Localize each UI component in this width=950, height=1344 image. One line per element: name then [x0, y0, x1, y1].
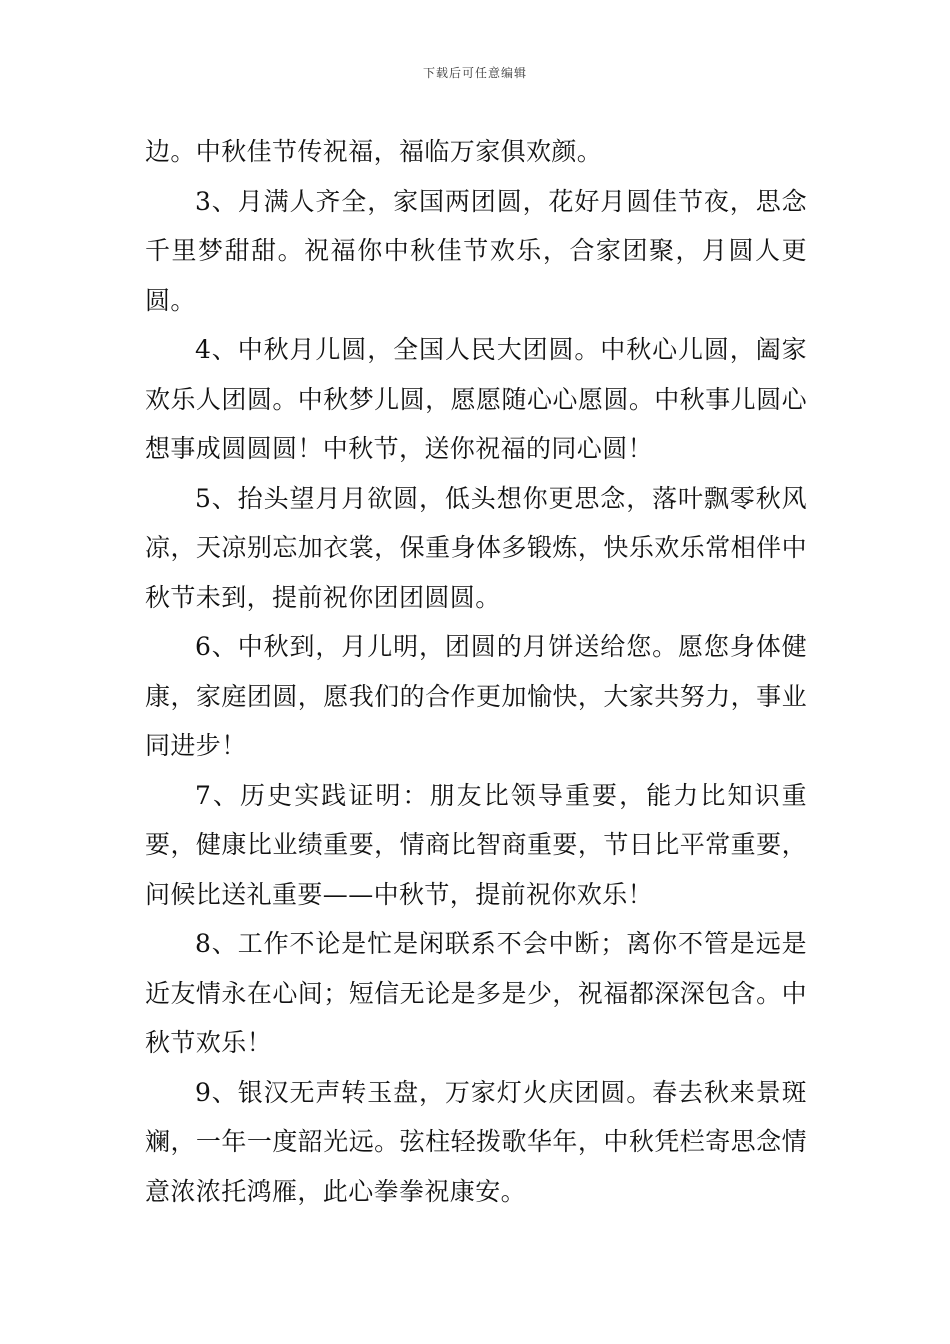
- page-header: 下载后可任意编辑: [422, 66, 527, 80]
- paragraph-continuation: 边。中秋佳节传祝福，福临万家俱欢颜。: [145, 137, 603, 166]
- paragraph-item-5: 5、抬头望月月欲圆，低头想你更思念，落叶飘零秋风凉，天凉别忘加衣裳，保重身体多锻炼，快乐欢乐常相伴中秋节未到，提前祝你团团圆圆。: [145, 483, 807, 612]
- paragraph-item-8: 8、工作不论是忙是闲联系不会中断；离你不管是远是近友情永在心间；短信无论是多是少，祝福都深深包含。中秋节欢乐！: [145, 929, 807, 1057]
- paragraph-item-7: 7、历史实践证明：朋友比领导重要，能力比知识重要，健康比业绩重要，情商比智商重要，节日比平常重要，问候比送礼重要——中秋节，提前祝你欢乐！: [145, 780, 807, 909]
- paragraph-item-6: 6、中秋到，月儿明，团圆的月饼送给您。愿您身体健康，家庭团圆，愿我们的合作更加愉快，大家共努力，事业同进步！: [145, 632, 807, 760]
- document-body: [145, 127, 807, 1216]
- paragraph-item-9: 9、银汉无声转玉盘，万家灯火庆团圆。春去秋来景斑斓，一年一度韶光远。弦柱轻拨歌华年，中秋凭栏寄思念情意浓浓托鸿雁，此心拳拳祝康安。: [145, 1077, 807, 1206]
- paragraph-item-3: 3、月满人齐全，家国两团圆，花好月圆佳节夜，思念千里梦甜甜。祝福你中秋佳节欢乐，合家团聚，月圆人更圆。: [145, 186, 807, 315]
- paragraph-item-4: 4、中秋月儿圆，全国人民大团圆。中秋心儿圆，阖家欢乐人团圆。中秋梦儿圆，愿愿随心心愿圆。中秋事儿圆心想事成圆圆圆！中秋节，送你祝福的同心圆！: [145, 335, 807, 463]
